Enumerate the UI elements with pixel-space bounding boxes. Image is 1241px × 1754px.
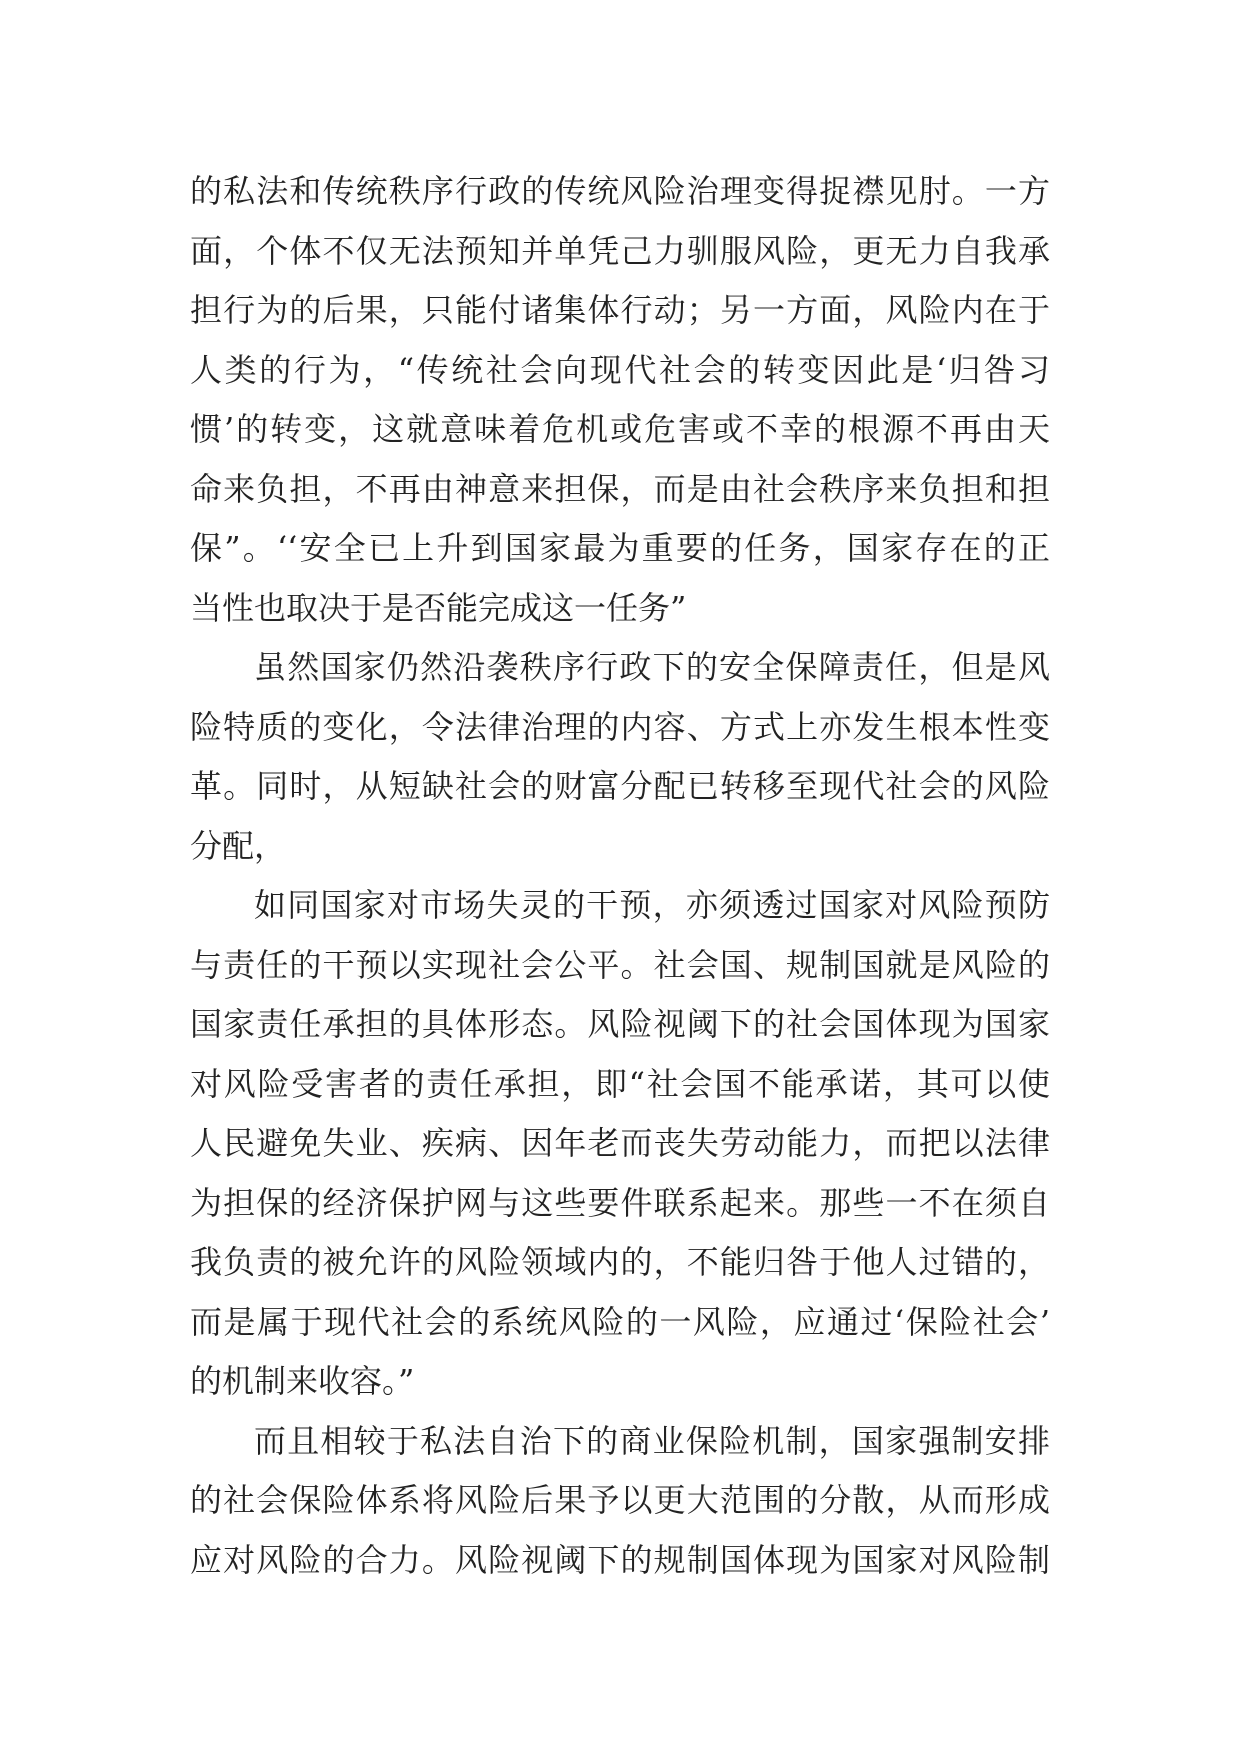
text-line: 保”。‘‘安全已上升到国家最为重要的任务，国家存在的正 [190,529,1050,567]
text-line: 国家责任承担的具体形态。风险视阈下的社会国体现为国家 [190,1005,1050,1043]
text-line: 当性也取决于是否能完成这一任务” [190,588,687,627]
text-line: 与责任的干预以实现社会公平。社会国、规制国就是风险的 [190,945,1050,984]
text-line: 惯’的转变，这就意味着危机或危害或不幸的根源不再由天 [190,410,1050,448]
text-line: 的机制来收容。” [190,1362,415,1400]
paragraph-4 [190,1412,1050,1591]
paragraph-3 [190,876,1050,1412]
text-line: 险特质的变化，令法律治理的内容、方式上亦发生根本性变 [190,707,1050,746]
text-line: 虽然国家仍然沿袭秩序行政下的安全保障责任，但是风 [254,648,1050,686]
text-line: 为担保的经济保护网与这些要件联系起来。那些一不在须自 [190,1183,1050,1222]
body-text [190,162,1050,1590]
text-line: 的私法和传统秩序行政的传统风险治理变得捉襟见肘。一方 [190,172,1050,210]
text-line: 对风险受害者的责任承担，即“社会国不能承诺，其可以使 [190,1064,1050,1103]
text-line: 分配， [190,826,287,865]
text-line: 如同国家对市场失灵的干预，亦须透过国家对风险预防 [254,886,1050,924]
text-line: 应对风险的合力。风险视阈下的规制国体现为国家对风险制 [190,1540,1050,1579]
text-line: 担行为的后果，只能付诸集体行动；另一方面，风险内在于 [190,291,1050,329]
text-line: 的社会保险体系将风险后果予以更大范围的分散，从而形成 [190,1481,1050,1519]
text-line: 命来负担，不再由神意来担保，而是由社会秩序来负担和担 [190,469,1050,508]
text-line: 面，个体不仅无法预知并单凭己力驯服风险，更无力自我承 [190,231,1050,270]
paragraph-2 [190,638,1050,876]
text-line: 人类的行为，“传统社会向现代社会的转变因此是‘归咎习 [190,350,1050,389]
text-line: 革。同时，从短缺社会的财富分配已转移至现代社会的风险 [190,767,1050,805]
text-line: 而且相较于私法自治下的商业保险机制，国家强制安排 [254,1421,1050,1460]
text-line: 而是属于现代社会的系统风险的一风险，应通过‘保险社会’ [190,1302,1050,1341]
text-line: 我负责的被允许的风险领域内的，不能归咎于他人过错的， [190,1243,1050,1281]
text-line: 人民避免失业、疾病、因年老而丧失劳动能力，而把以法律 [190,1124,1050,1162]
paragraph-1 [190,162,1050,638]
